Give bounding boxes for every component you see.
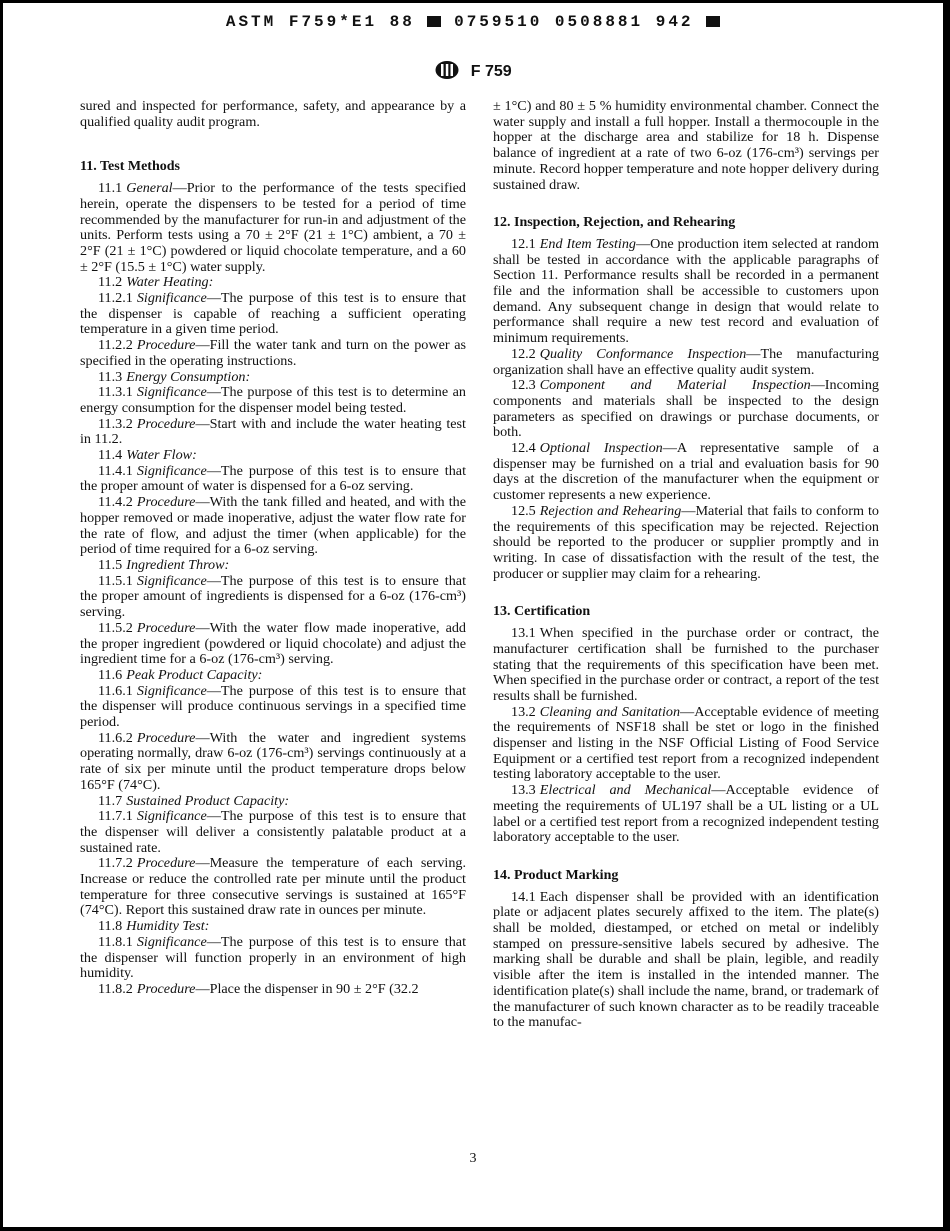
filled-block-mark [706, 16, 720, 27]
right-column [493, 99, 879, 1031]
paragraph-12-3: 12.3 Component and Material Inspection—Incoming components and materials shall be inspected to the design parameters as specified on drawings or purchase documents, or both. [493, 377, 879, 441]
paragraph-11-4-2: 11.4.2 Procedure—With the tank filled and heated, and with the hopper removed or made inoperative, adjust the water flow rate for the rate of flow, and adjust the timer (when applicable) for the period of time required for a 6-oz serving. [80, 494, 466, 558]
paragraph-11-5-1: 11.5.1 Significance—The purpose of this test is to ensure that the proper amount of ingredients is dispensed for a 6-oz (176-cm³) serving. [80, 572, 466, 621]
paragraph-11-5: 11.5 Ingredient Throw: [98, 556, 230, 573]
section-14-heading: 14. Product Marking [493, 867, 619, 883]
page-number: 3 [469, 1151, 477, 1166]
paragraph-11-6-1: 11.6.1 Significance—The purpose of this test is to ensure that the dispenser will produce continuous servings in a specified time period. [80, 682, 466, 731]
paragraph-11-1: 11.1 General—Prior to the performance of the tests specified herein, operate the dispensers to be tested for a period of time recommended by the manufacturer for run-in and adjustment of the units. Perform tests using a 70 ± 2°F (21 ± 1°C) ambient, a 70 ± 2°F (21 ± 1°C) powdered or liquid chocolate temperature, and a 60 ± 2°F (15.5 ± 1°C) water supply. [80, 180, 466, 275]
paragraph-12-5: 12.5 Rejection and Rehearing—Material that fails to conform to the requirements of this specification may be rejected. Rejection should be reported to the producer or supplier promptly and in writing. In case of dissatisfaction with the result of the test, the producer or supplier may claim for a rehearing. [493, 502, 879, 582]
document-page [3, 3, 943, 1227]
paragraph-11-4-1: 11.4.1 Significance—The purpose of this test is to ensure that the proper amount of water is dispensed for a 6-oz serving. [80, 462, 466, 495]
paragraph-11-3: 11.3 Energy Consumption: [98, 368, 251, 385]
paragraph-11-2-2: 11.2.2 Procedure—Fill the water tank and turn on the power as specified in the operating instructions. [80, 337, 466, 369]
section-12-heading: 12. Inspection, Rejection, and Rehearing [493, 215, 736, 231]
paragraph-13-3: 13.3 Electrical and Mechanical—Acceptable evidence of meeting the requirements of UL197 shall be a UL listing or a UL label or a certified test report from a recognized independent testing laboratory acceptable to the user. [493, 782, 879, 846]
standard-designation [3, 60, 943, 81]
paragraph-11-7-2: 11.7.2 Procedure—Measure the temperature of each serving. Increase or reduce the controlled rate per minute until the product temperature for three consecutive servings is sustained at 165°F (74°C). Report this sustained draw rate in ounces per minute. [80, 855, 466, 919]
scan-header-code [3, 13, 943, 31]
paragraph-12-1: 12.1 End Item Testing—One production item selected at random shall be tested in accordance with the applicable paragraphs of Section 11. Performance results shall be recorded in a permanent file and the information shall be accessible to customers upon demand. Any subsequent change in design that would relate to performance shall require a new test record and evaluation of minimum requirements. [493, 235, 879, 347]
paragraph-11-7-1: 11.7.1 Significance—The purpose of this test is to ensure that the dispenser will deliver a consistently palatable product at a sustained rate. [80, 808, 466, 856]
paragraph-12-2: 12.2 Quality Conformance Inspection—The manufacturing organization shall have an effective quality audit system. [493, 345, 879, 378]
paragraph-11-3-1: 11.3.1 Significance—The purpose of this test is to determine an energy consumption for the dispenser model being tested. [80, 384, 466, 416]
paragraph-11-6: 11.6 Peak Product Capacity: [98, 666, 263, 683]
paragraph-14-1: 14.1 Each dispenser shall be provided with an identification plate or adjacent plates securely affixed to the item. The plate(s) shall be molded, diestamped, or etched on metal or indelibly stamped on pressure-sensitive labels secured by adhesive. The marking shall be durable and shall be plain, legible, and readily visible after the item is installed in the intended manner. The identification plate(s) shall include the name, brand, or trademark of the manufacturer of such known character as to be readily traceable to the manufac- [493, 888, 879, 1031]
astm-logo-icon [434, 60, 460, 80]
paragraph-11-7: 11.7 Sustained Product Capacity: [98, 792, 290, 809]
paragraph-11-2-1: 11.2.1 Significance—The purpose of this test is to ensure that the dispenser is capable of reaching a sufficient operating temperature in a given time period. [80, 290, 466, 338]
paragraph-12-4: 12.4 Optional Inspection—A representative sample of a dispenser may be furnished on a trial and evaluation basis for 90 days at the discretion of the manufacturer when the equipment or customer represents a new experience. [493, 440, 879, 504]
paragraph-11-3-2: 11.3.2 Procedure—Start with and include the water heating test in 11.2. [80, 415, 466, 448]
filled-block-mark [427, 16, 441, 27]
section-13-heading: 13. Certification [493, 604, 591, 620]
scan-code-left: ASTM F759*E1 88 [225, 13, 415, 31]
continued-paragraph: sured and inspected for performance, safety, and appearance by a qualified quality audit program. [80, 98, 466, 130]
paragraph-11-4: 11.4 Water Flow: [98, 447, 197, 464]
scan-code-right: 0759510 0508881 942 [454, 13, 694, 31]
left-column [80, 99, 466, 998]
paragraph-13-2: 13.2 Cleaning and Sanitation—Acceptable evidence of meeting the requirements of NSF18 shall be stet or logo in the finished dispenser and listing in the NSF Official Listing of Food Service Equipment or a certified test report from a recognized independent testing laboratory acceptable to the user. [493, 703, 879, 783]
paragraph-11-5-2: 11.5.2 Procedure—With the water flow made inoperative, add the proper ingredient (powdered or liquid chocolate) and adjust the ingredient time for a 6-oz (176-cm³) serving. [80, 619, 466, 668]
paragraph-11-6-2: 11.6.2 Procedure—With the water and ingredient systems operating normally, draw 6-oz (176-cm³) servings continuously at a rate of six per minute until the product temperature drops below 165°F (74°C). [80, 729, 466, 793]
continued-paragraph: ± 1°C) and 80 ± 5 % humidity environmental chamber. Connect the water supply and install a full hopper. Install a thermocouple in the hopper at the discharge area and stabilize for 18 h. Dispense balance of ingredient at a rate of two 6-oz (176-cm³) servings per minute. Record hopper temperature and note hopper delivery during sustained draw. [493, 98, 879, 193]
paragraph-11-8-1: 11.8.1 Significance—The purpose of this test is to ensure that the dispenser will function properly in an environment of high humidity. [80, 933, 466, 982]
paragraph-11-8-2: 11.8.2 Procedure—Place the dispenser in 90 ± 2°F (32.2 [98, 980, 419, 997]
paragraph-11-2: 11.2 Water Heating: [98, 274, 214, 291]
section-11-heading: 11. Test Methods [80, 159, 180, 175]
paragraph-13-1: 13.1 When specified in the purchase order or contract, the manufacturer certification shall be furnished to the purchaser stating that the requirements of this specification have been met. When specified in the purchase order or contract, a report of the test results shall be furnished. [493, 625, 879, 704]
standard-number: F 759 [470, 63, 512, 80]
paragraph-11-8: 11.8 Humidity Test: [98, 918, 210, 935]
